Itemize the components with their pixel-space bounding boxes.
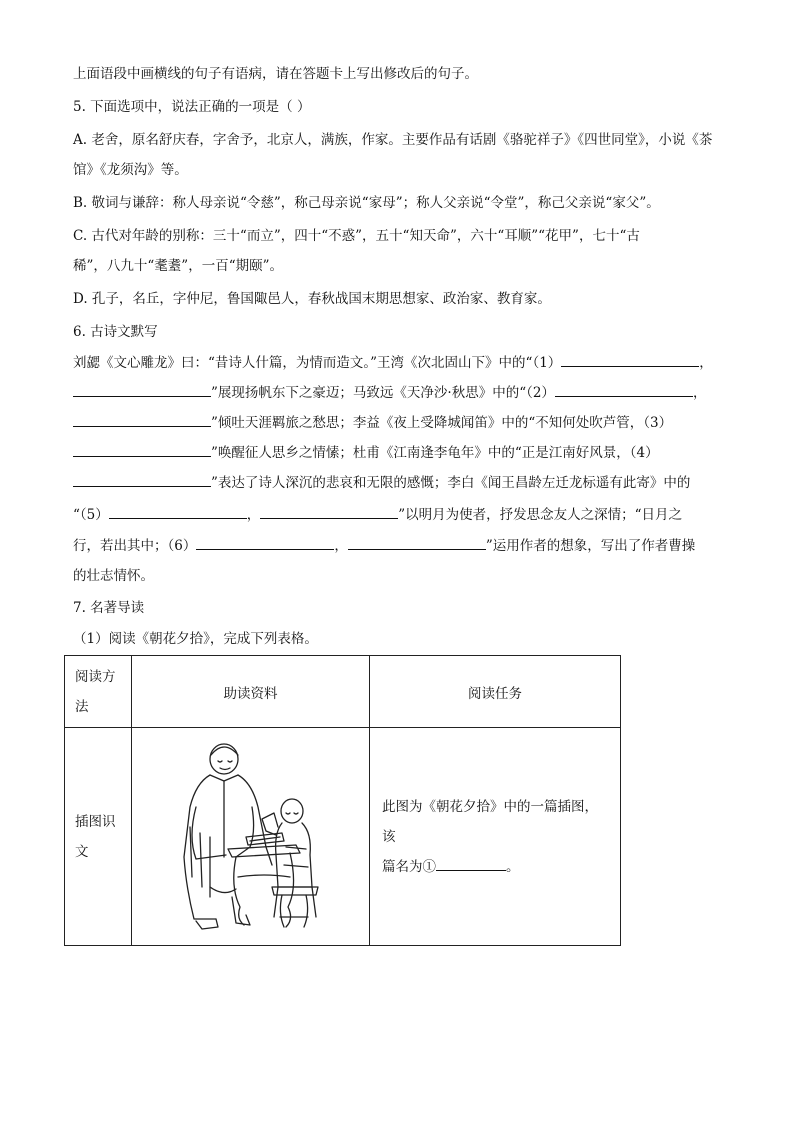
q5-stem: 5. 下面选项中，说法正确的一项是（ ） [73, 99, 311, 115]
book-illustration [166, 737, 336, 937]
q6-line1: 刘勰《文心雕龙》曰：“昔诗人什篇，为情而造文。”王湾《次北固山下》中的“（1） ， [73, 352, 724, 373]
q7-stem: 7. 名著导读 [73, 600, 145, 616]
q5-option-c-line1: C. 古代对年龄的别称：三十“而立”，四十“不惑”，五十“知天命”，六十“耳顺”“花甲”，七十“古 [73, 228, 640, 244]
q6-line7: 行，若出其中；（6） ， ”运用作者的想象，写出了作者曹操 [73, 535, 724, 556]
blank-2b[interactable] [73, 412, 211, 427]
q5-option-a-line2: 馆》《龙须沟》等。 [73, 162, 188, 178]
q6-line4: ”唤醒征人思乡之情愫；杜甫《江南逢李龟年》中的“正是江南好风景，（4） [73, 442, 724, 463]
q6-line6: “（5） ， ”以明月为使者，抒发思念友人之深情；“日月之 [73, 504, 724, 525]
blank-1a[interactable] [561, 352, 699, 367]
blank-4[interactable] [73, 472, 211, 487]
q6-line5: ”表达了诗人深沉的悲哀和无限的感慨；李白《闻王昌龄左迁龙标遥有此寄》中的 [73, 472, 724, 493]
blank-6a[interactable] [196, 535, 334, 550]
header-material: 助读资料 [132, 656, 370, 728]
q6-line2: ”展现扬帆东下之豪迈；马致远《天净沙·秋思》中的“（2） ， [73, 382, 724, 403]
q6-line3: ”倾吐天涯羁旅之愁思；李益《夜上受降城闻笛》中的“不知何处吹芦管，（3） [73, 412, 724, 433]
q7-sub1: （1）阅读《朝花夕拾》，完成下列表格。 [73, 631, 318, 647]
q6-stem: 6. 古诗文默写 [73, 324, 158, 340]
q5-option-a-line1: A. 老舍，原名舒庆春，字舍予，北京人，满族，作家。主要作品有话剧《骆驼祥子》《四世同堂》，小说《茶 [73, 132, 713, 148]
row-method: 插图识 文 [65, 728, 132, 946]
row-task: 此图为《朝花夕拾》中的一篇插图，该 篇名为① 。 [370, 728, 621, 946]
blank-1b[interactable] [73, 382, 211, 397]
blank-6b[interactable] [348, 535, 486, 550]
table-header-row [65, 656, 621, 728]
blank-3[interactable] [73, 442, 211, 457]
header-method: 阅读方 法 [65, 656, 132, 728]
reading-table [64, 655, 621, 946]
table-row [65, 728, 621, 946]
q5-option-b: B. 敬词与谦辞：称人母亲说“令慈”，称己母亲说“家母”；称人父亲说“令堂”，称己父亲说“家父”。 [73, 195, 660, 211]
q6-line8: 的壮志情怀。 [73, 568, 154, 584]
blank-2[interactable] [555, 382, 693, 397]
illustration-cell [132, 728, 370, 946]
header-task: 阅读任务 [370, 656, 621, 728]
answer-blank-1[interactable] [436, 856, 506, 871]
q5-option-d: D. 孔子，名丘，字仲尼，鲁国陬邑人，春秋战国末期思想家、政治家、教育家。 [73, 291, 551, 307]
blank-5a[interactable] [109, 504, 247, 519]
intro-line: 上面语段中画横线的句子有语病，请在答题卡上写出修改后的句子。 [73, 66, 478, 82]
q5-option-c-line2: 稀”，八九十“耄耋”，一百“期颐”。 [73, 258, 284, 274]
blank-5b[interactable] [260, 504, 398, 519]
